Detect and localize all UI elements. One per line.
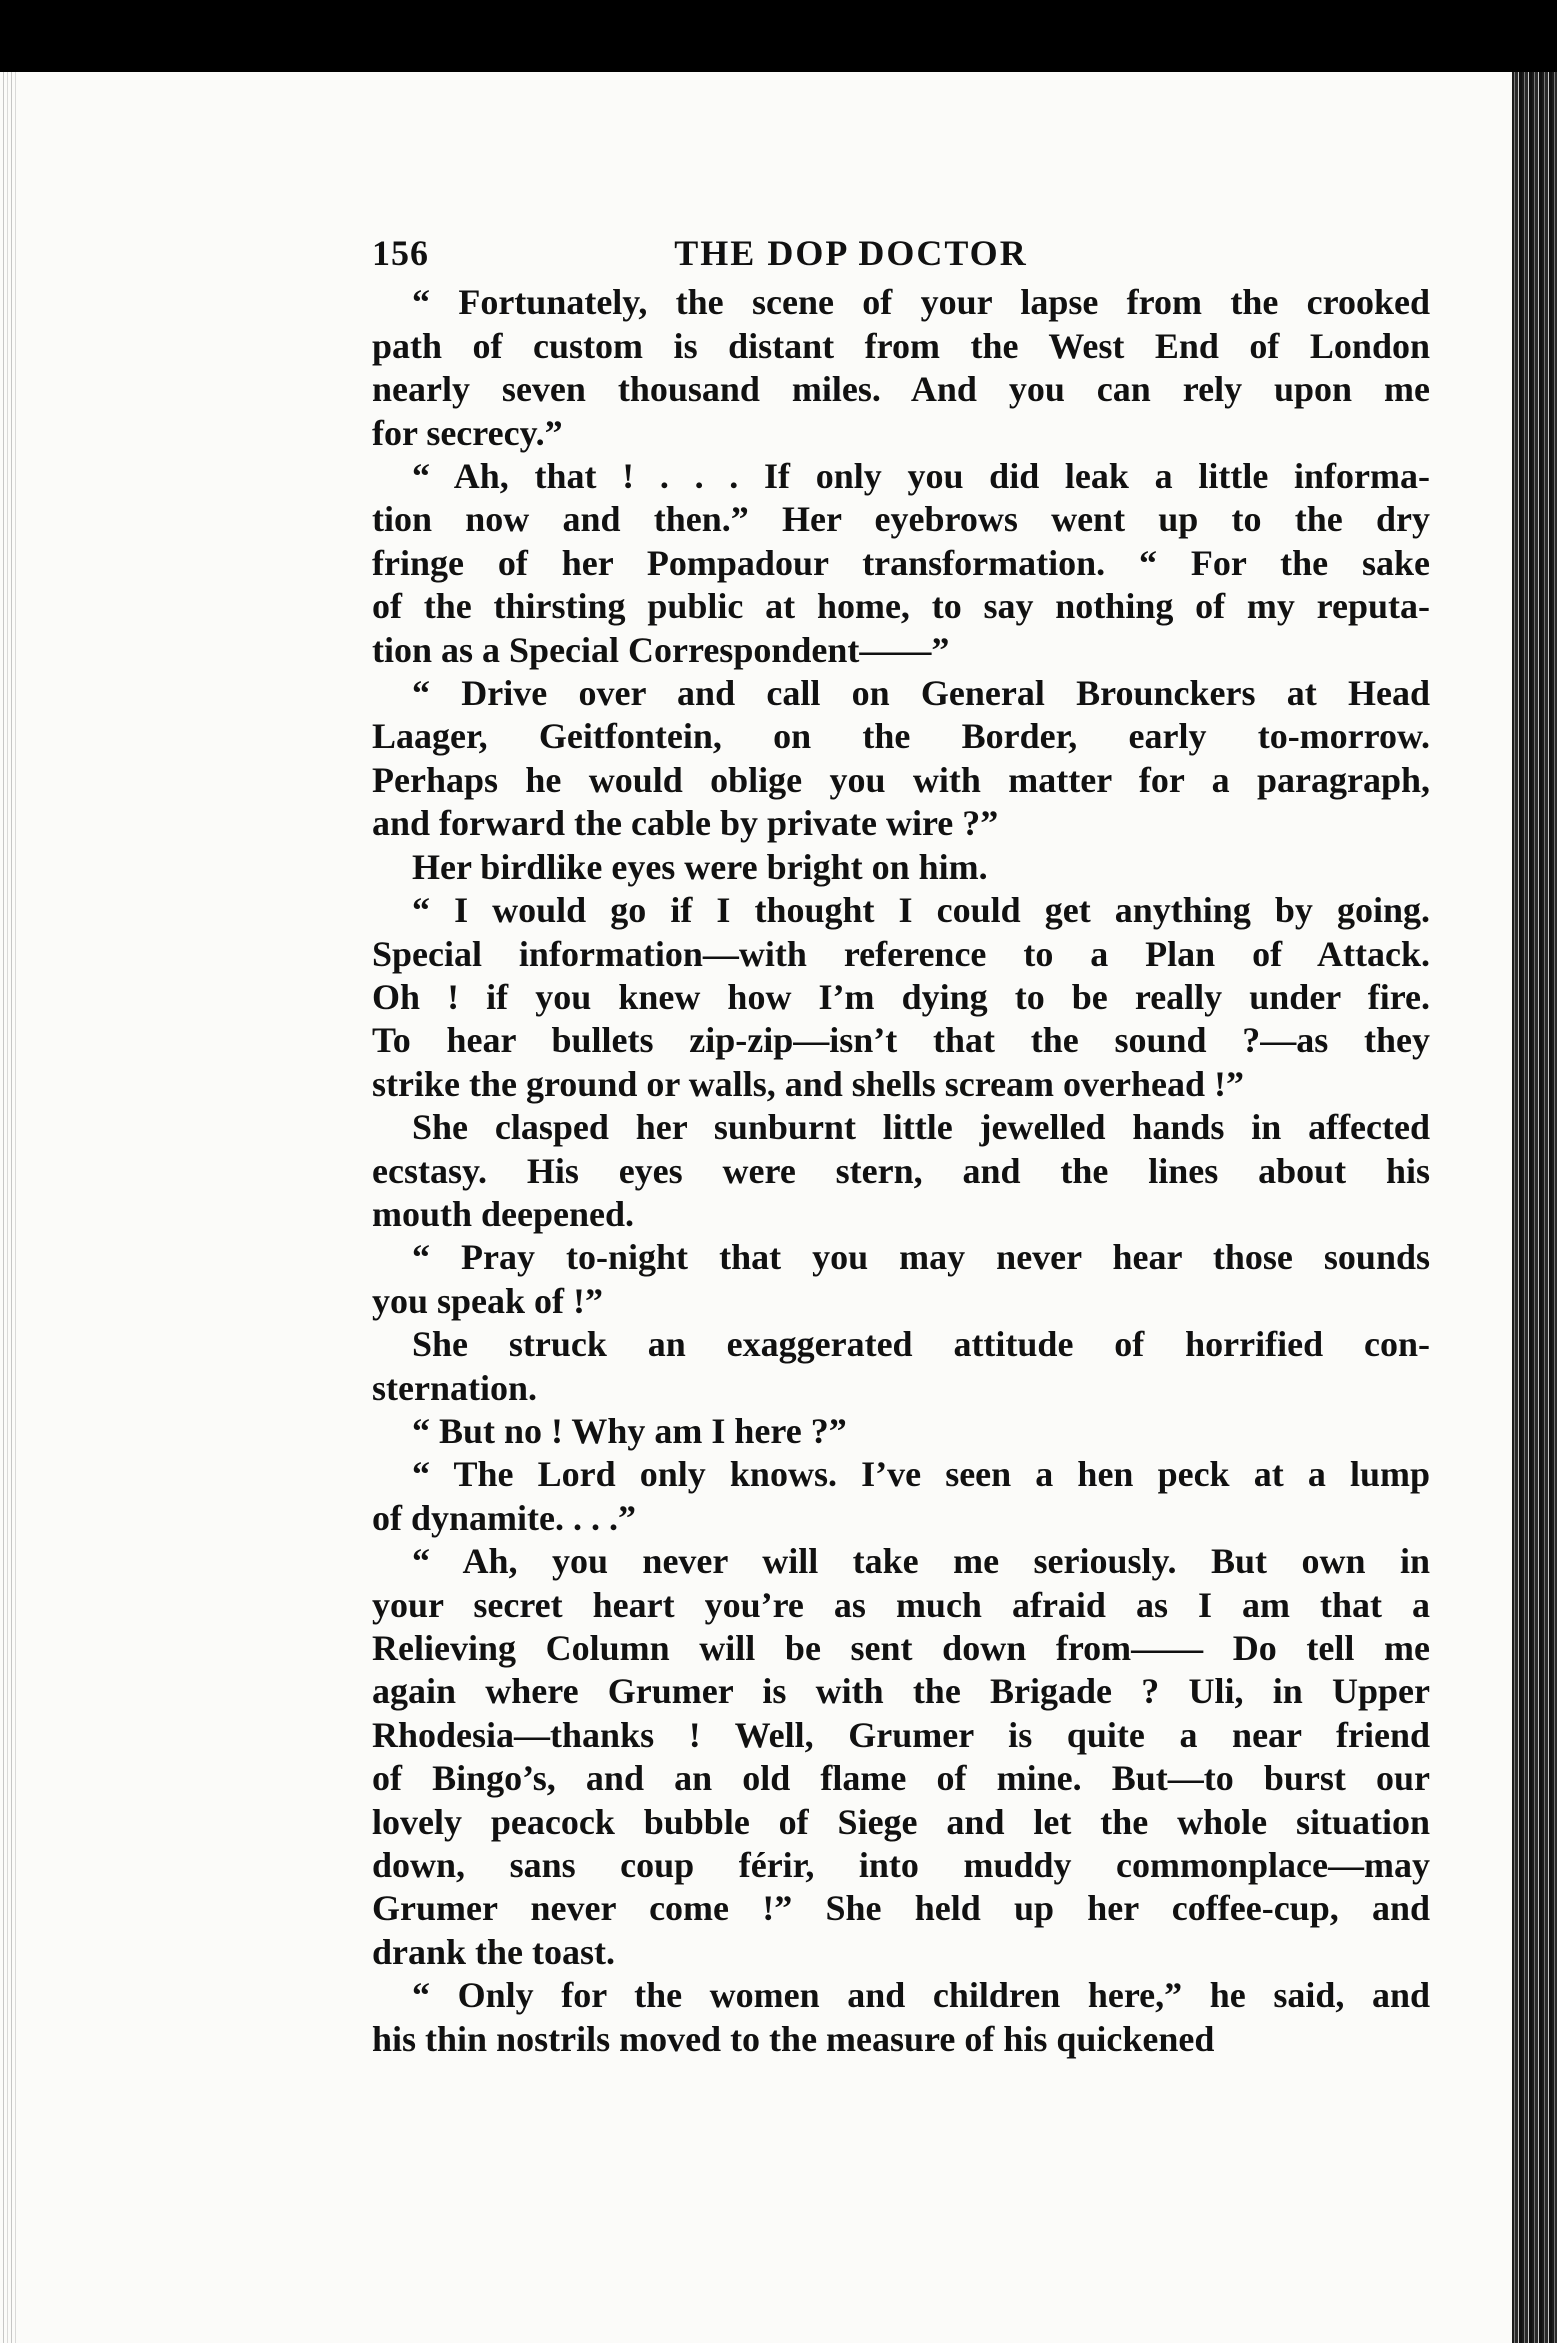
text-line: Her birdlike eyes were bright on him. [412, 846, 988, 887]
running-header [372, 232, 1430, 275]
text-line: Special information—with reference to a Plan of Attack. [372, 933, 1430, 974]
text-line: ecstasy. His eyes were stern, and the lines about his [372, 1150, 1430, 1191]
text-line: Laager, Geitfontein, on the Border, early to-morrow. [372, 716, 1430, 757]
page-text [372, 232, 1430, 2061]
text-line: mouth deepened. [372, 1193, 635, 1234]
text-line: nearly seven thousand miles. And you can rely upon me [372, 369, 1430, 410]
paragraph [372, 1974, 1430, 2061]
text-line: She struck an exaggerated attitude of horrified con- [412, 1324, 1430, 1365]
paragraph [372, 672, 1430, 846]
text-line: strike the ground or walls, and shells scream overhead !” [372, 1063, 1245, 1104]
paragraph [372, 1410, 1430, 1453]
text-line: “ The Lord only knows. I’ve seen a hen peck at a lump [412, 1454, 1430, 1495]
paragraph [372, 1323, 1430, 1410]
text-line: She clasped her sunburnt little jewelled hands in affected [412, 1107, 1430, 1148]
text-line: of Bingo’s, and an old flame of mine. But—to burst our [372, 1758, 1430, 1799]
text-line: down, sans coup férir, into muddy commonplace—may [372, 1845, 1430, 1886]
text-line: Grumer never come !” She held up her coffee-cup, and [372, 1888, 1430, 1929]
text-line: “ Ah, you never will take me seriously. But own in [412, 1541, 1430, 1582]
text-line: sternation. [372, 1367, 537, 1408]
paragraph [372, 1453, 1430, 1540]
text-line: drank the toast. [372, 1931, 616, 1972]
page-number: 156 [372, 233, 429, 273]
text-line: Oh ! if you knew how I’m dying to be really under fire. [372, 976, 1430, 1017]
text-line: Perhaps he would oblige you with matter for a paragraph, [372, 759, 1430, 800]
paragraph [372, 281, 1430, 455]
text-line: tion as a Special Correspondent——” [372, 629, 950, 670]
paragraph [372, 1540, 1430, 1974]
text-line: and forward the cable by private wire ?” [372, 803, 999, 844]
binding-edge [0, 72, 18, 2343]
text-line: tion now and then.” Her eyebrows went up to the dry [372, 499, 1430, 540]
paragraph [372, 1236, 1430, 1323]
text-line: his thin nostrils moved to the measure of his quickened [372, 2018, 1215, 2059]
text-line: your secret heart you’re as much afraid as I am that a [372, 1584, 1430, 1625]
text-line: of the thirsting public at home, to say nothing of my reputa- [372, 586, 1430, 627]
text-line: “ Only for the women and children here,” he said, and [412, 1975, 1430, 2016]
text-line: path of custom is distant from the West End of London [372, 325, 1430, 366]
text-line: “ Fortunately, the scene of your lapse from the crooked [412, 282, 1430, 323]
text-line: again where Grumer is with the Brigade ? Uli, in Upper [372, 1671, 1430, 1712]
text-line: fringe of her Pompadour transformation. “ For the sake [372, 542, 1430, 583]
text-line: “ Ah, that ! . . . If only you did leak a little informa- [412, 456, 1430, 497]
text-line: “ I would go if I thought I could get anything by going. [412, 890, 1430, 931]
running-title: THE DOP DOCTOR [674, 233, 1028, 273]
paragraph [372, 1106, 1430, 1236]
page-edge-stack [1512, 72, 1557, 2343]
paragraph [372, 889, 1430, 1106]
text-line: To hear bullets zip-zip—isn’t that the sound ?—as they [372, 1020, 1430, 1061]
text-line: Relieving Column will be sent down from—— Do tell me [372, 1628, 1430, 1668]
text-line: lovely peacock bubble of Siege and let the whole situation [372, 1801, 1430, 1842]
text-line: Rhodesia—thanks ! Well, Grumer is quite a near friend [372, 1714, 1430, 1755]
text-line: for secrecy.” [372, 412, 563, 453]
text-line: “ But no ! Why am I here ?” [412, 1410, 847, 1451]
text-line: “ Drive over and call on General Brounckers at Head [412, 673, 1430, 714]
body-text [372, 281, 1430, 2061]
paragraph [372, 846, 1430, 889]
paragraph [372, 455, 1430, 672]
text-line: “ Pray to-night that you may never hear those sounds [412, 1237, 1430, 1278]
text-line: of dynamite. . . .” [372, 1497, 636, 1538]
text-line: you speak of !” [372, 1280, 604, 1321]
